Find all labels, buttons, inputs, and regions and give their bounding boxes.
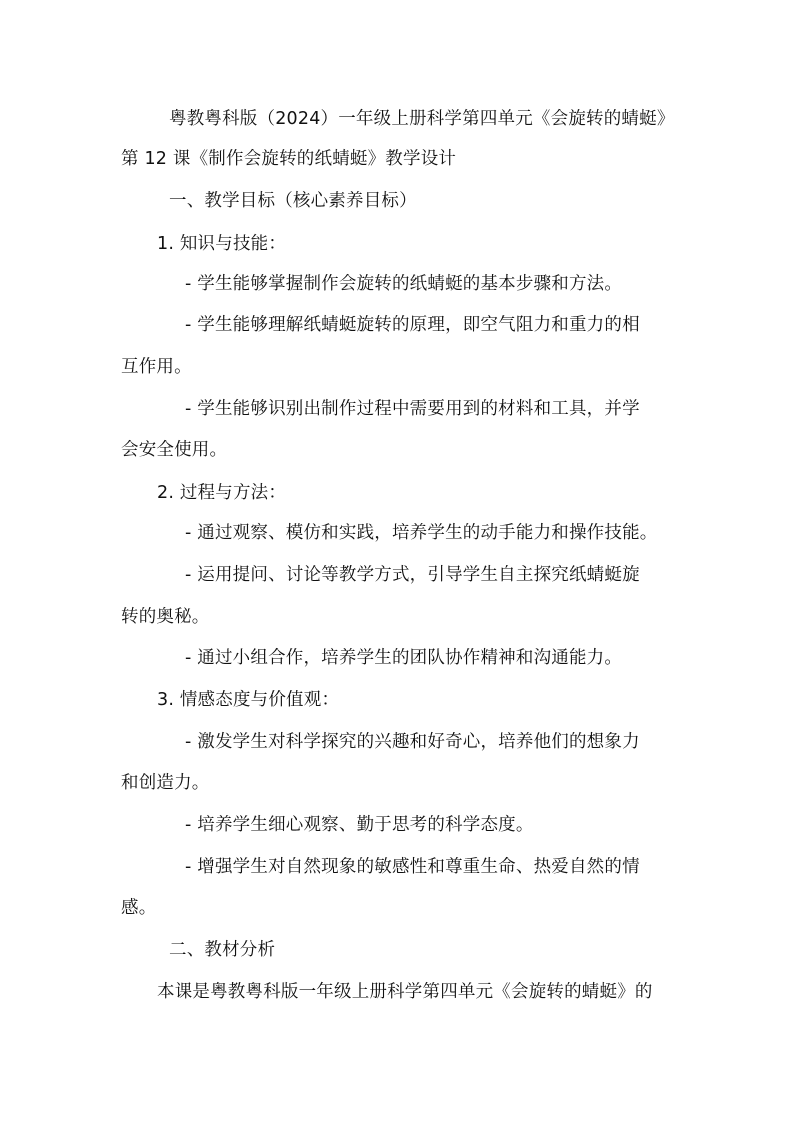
bullet-text: - 激发学生对科学探究的兴趣和好奇心，培养他们的想象力	[185, 732, 640, 752]
bullet-text-continuation: 感。	[121, 898, 157, 918]
bullet-text: - 学生能够掌握制作会旋转的纸蜻蜓的基本步骤和方法。	[185, 274, 623, 294]
subheading-emotions-values: 3. 情感态度与价值观：	[157, 690, 340, 710]
bullet-text-continuation: 会安全使用。	[121, 440, 228, 460]
section-heading-objectives: 一、教学目标（核心素养目标）	[169, 191, 417, 211]
bullet-text-continuation: 转的奥秘。	[121, 607, 210, 627]
document-title-line-1: 粤教粤科版（2024）一年级上册科学第四单元《会旋转的蜻蜓》	[169, 109, 675, 129]
bullet-text: - 增强学生对自然现象的敏感性和尊重生命、热爱自然的情	[185, 857, 640, 877]
bullet-text-continuation: 和创造力。	[121, 773, 210, 793]
subheading-process-methods: 2. 过程与方法：	[157, 483, 287, 503]
document-title-line-2: 第 12 课《制作会旋转的纸蜻蜓》教学设计	[121, 149, 457, 169]
bullet-text: - 通过观察、模仿和实践，培养学生的动手能力和操作技能。	[185, 523, 658, 543]
bullet-text: - 运用提问、讨论等教学方式，引导学生自主探究纸蜻蜓旋	[185, 565, 640, 585]
bullet-text: - 通过小组合作，培养学生的团队协作精神和沟通能力。	[185, 648, 623, 668]
section-heading-textbook-analysis: 二、教材分析	[169, 940, 276, 960]
bullet-text: - 学生能够识别出制作过程中需要用到的材料和工具，并学	[185, 399, 640, 419]
bullet-text-continuation: 互作用。	[121, 357, 192, 377]
bullet-text: - 学生能够理解纸蜻蜓旋转的原理，即空气阻力和重力的相	[185, 315, 640, 335]
paragraph-text: 本课是粤教粤科版一年级上册科学第四单元《会旋转的蜻蜓》的	[157, 982, 653, 1002]
bullet-text: - 培养学生细心观察、勤于思考的科学态度。	[185, 815, 534, 835]
subheading-knowledge-skills: 1. 知识与技能：	[157, 234, 287, 254]
